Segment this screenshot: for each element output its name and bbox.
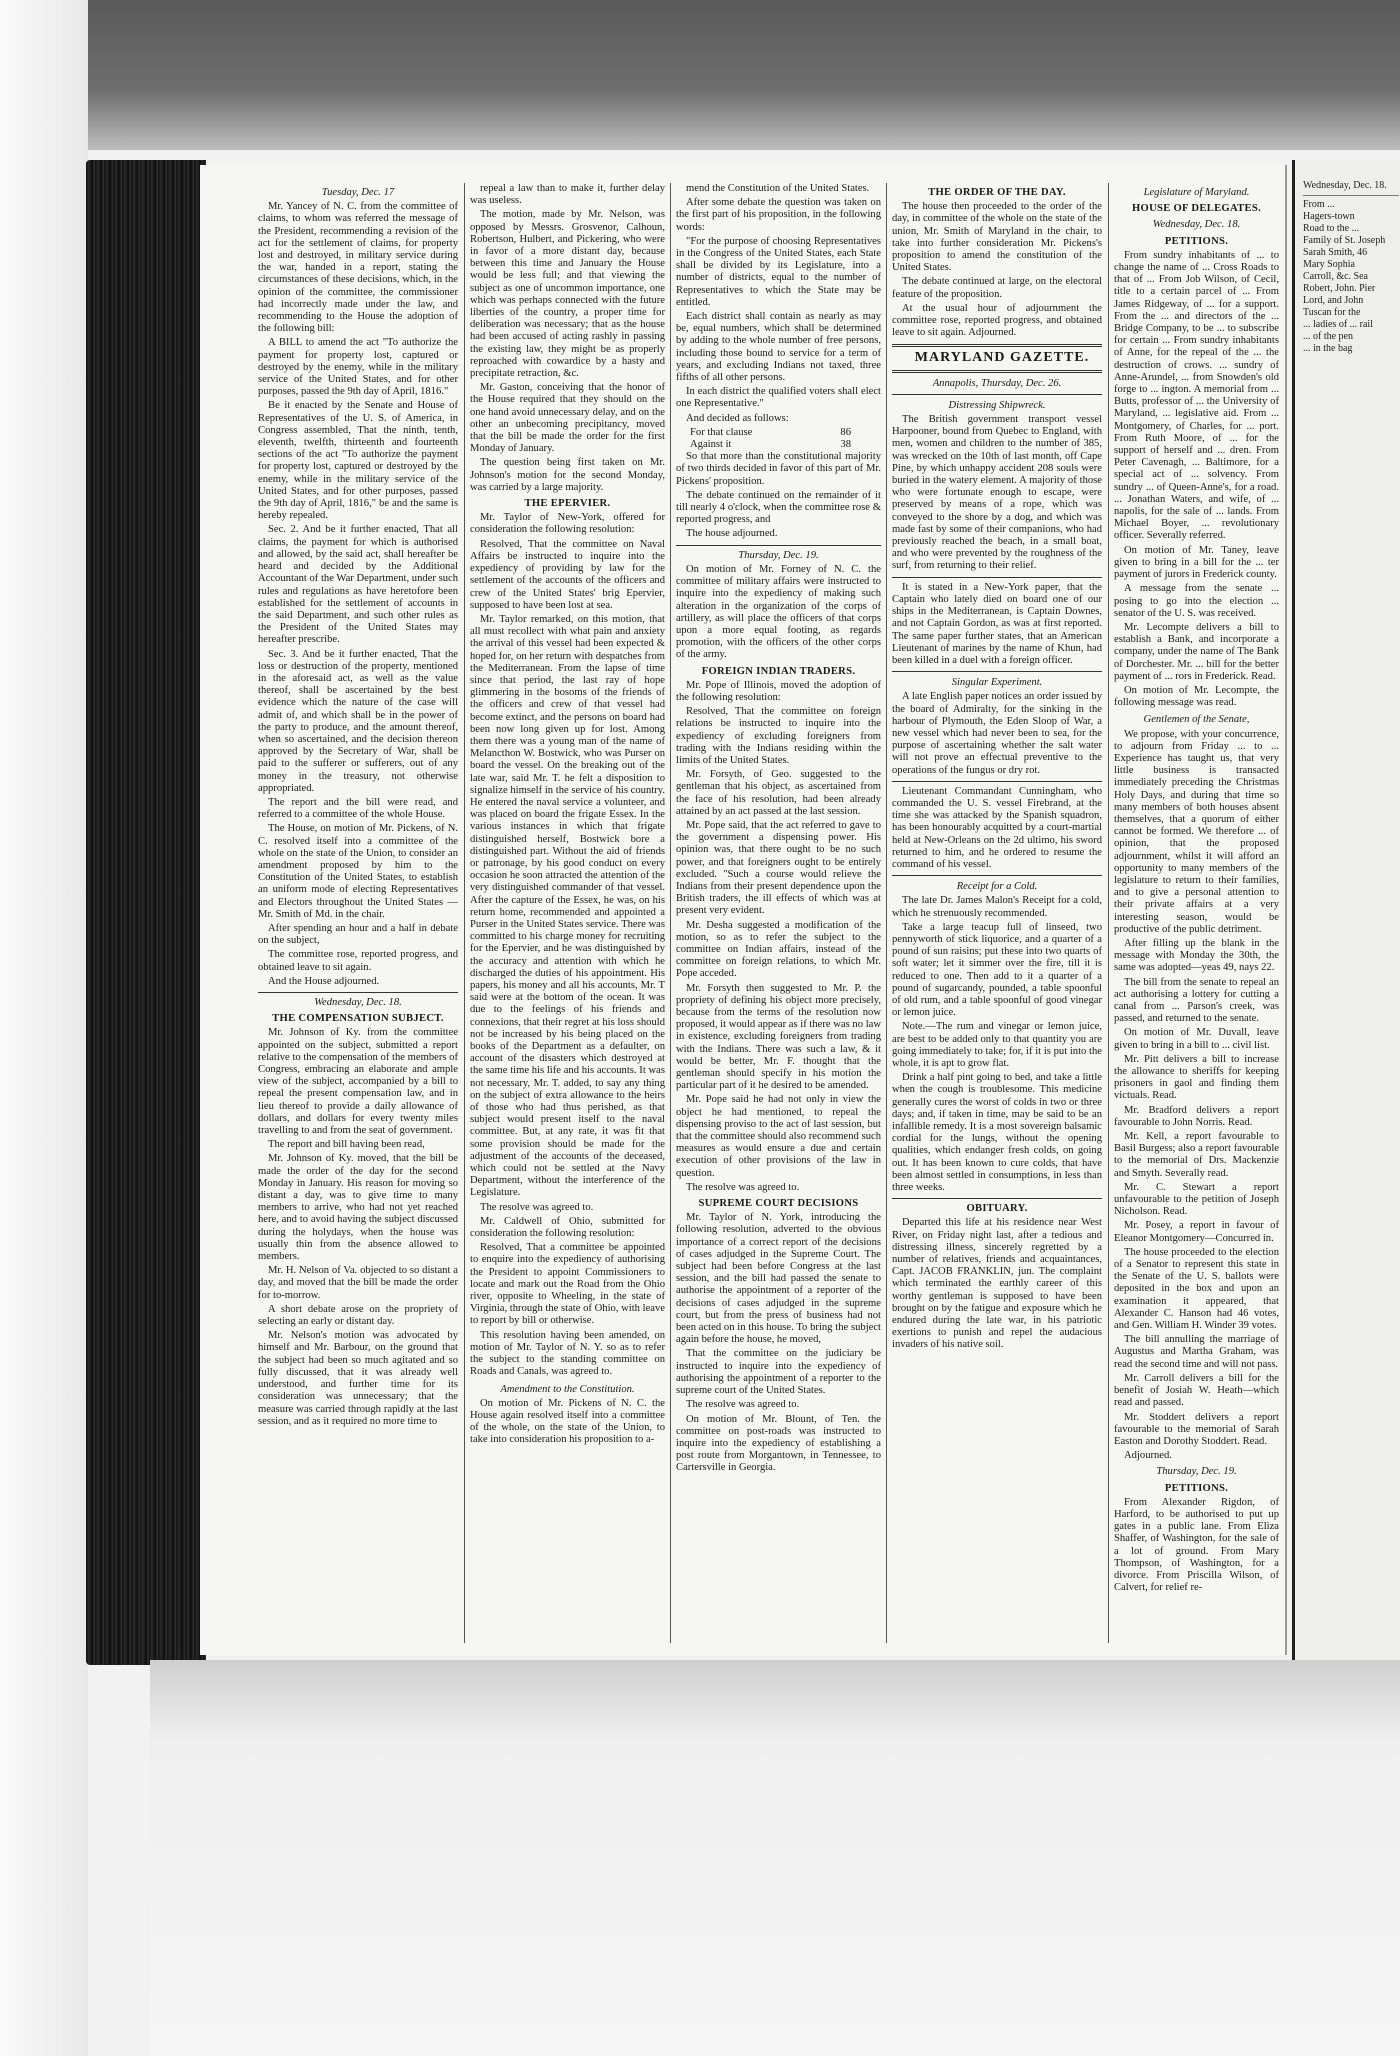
paragraph: Mr. Gaston, conceiving that the honor of the House required that they should on the one hand avoid unnecessary delay, and on the other an unbecoming precipitancy, moved that the bill be made the order for the first Monday of January.	[470, 382, 665, 455]
paragraph: After filling up the blank in the message with Monday the 30th, the same was adopted—yeas 49, nays 22.	[1114, 937, 1279, 974]
dateline: Annapolis, Thursday, Dec. 26.	[932, 377, 1062, 389]
masthead-rule	[892, 344, 1102, 347]
paragraph: Mr. C. Stewart a report unfavourable to the petition of Joseph Nicholson. Read.	[1114, 1181, 1279, 1218]
paragraph: Mr. Desha suggested a modification of the motion, so as to refer the subject to the committee on Indian affairs, instead of the committee on foreign relations, to which Mr. Pope acceded.	[676, 919, 881, 980]
column-4	[892, 183, 1102, 1643]
paragraph: Resolved, That the committee on foreign relations be instructed to inquire into the expediency of excluding foreigners from trading with the Indians residing within the limits of the United States.	[676, 706, 881, 766]
paragraph: Each district shall contain as nearly as may be, equal numbers, which shall be determined by adding to the whole number of free persons, including those bound to service for a term of years, and excluding Indians not taxed, three fifths of all other persons.	[676, 311, 881, 384]
paragraph: Mr. Pope said, that the act referred to gave to the government a dispensing power. His opinion was, that there ought to be no such power, and that foreigners ought to be entirely excluded. "Such a course would relieve the Indians from their present dependence upon the British traders, the ill effects of which was at present very evident.	[676, 819, 881, 917]
paragraph: Mr. Lecompte delivers a bill to establish a Bank, and incorporate a company, under the name of The Bank of Dorchester. Mr. ... bill for the better payment of ... rors in Frederick. Read.	[1114, 621, 1279, 682]
scan-shadow-top	[0, 0, 1400, 150]
next-page-line: Road to the ...	[1303, 223, 1360, 234]
paragraph: The bill annulling the marriage of Augustus and Martha Graham, was read the second time and will not pass.	[1114, 1334, 1279, 1370]
next-page-line: Tuscan for the	[1303, 307, 1361, 318]
section-heading: HOUSE OF DELEGATES.	[1131, 203, 1262, 215]
divider-rule	[1303, 195, 1399, 196]
paragraph: The report and bill having been read,	[268, 1139, 425, 1151]
section-subheading: Gentlemen of the Senate,	[1143, 714, 1250, 726]
column-fade	[676, 1613, 881, 1643]
paragraph: The report and the bill were read, and referred to a committee of the whole House.	[258, 796, 458, 821]
paragraph: The debate continued on the remainder of it till nearly 4 o'clock, when the committee rose & reported progress, and	[676, 489, 881, 526]
section-subheading: PETITIONS.	[1164, 235, 1229, 247]
paragraph: That the committee on the judiciary be instructed to inquire into the expediency of authorising the appointment of a reporter to the supreme court of the United States.	[676, 1348, 881, 1397]
divider-rule	[892, 781, 1102, 782]
next-page-line: Lord, and John	[1303, 295, 1364, 306]
next-page-edge	[1292, 160, 1400, 1660]
section-subheading: Distressing Shipwreck.	[948, 399, 1046, 411]
section-subheading: Receipt for a Cold.	[956, 881, 1038, 893]
paragraph: Mr. Forsyth then suggested to Mr. P. the propriety of defining his object more precisely, because from the terms of the resolution now proposed, it would appear as if there was no law in existence, excluding foreigners from trading with the Indians. There was such a law, & it would be better, Mr. F. thought that the gentleman should specify in his motion the particular part of it he desired to be amended.	[676, 982, 881, 1092]
paragraph: A short debate arose on the propriety of selecting an early or distant day.	[258, 1303, 458, 1328]
next-page-line: From ...	[1303, 199, 1335, 210]
paragraph: Mr. Caldwell of Ohio, submitted for consideration the following resolution:	[470, 1215, 665, 1240]
paragraph: Mr. H. Nelson of Va. objected to so distant a day, and moved that the bill be made the order for to-morrow.	[258, 1265, 458, 1301]
paragraph: On motion of Mr. Taney, leave given to bring in a bill for the ... ter payment of jurors in Frederick county.	[1114, 544, 1279, 581]
paragraph: On motion of Mr. Lecompte, the following message was read.	[1114, 684, 1279, 709]
paragraph: The house adjourned.	[686, 528, 778, 540]
section-subheading: PETITIONS.	[1164, 1482, 1229, 1494]
section-heading: OBITUARY.	[966, 1203, 1028, 1215]
next-page-line: ... of the pen	[1303, 331, 1353, 342]
book-binding	[86, 160, 206, 1665]
running-head: Tuesday, Dec. 17	[321, 187, 395, 198]
paragraph: Sec. 2. And be it further enacted, That all claims, the payment for which is authorised and allowed, by the said act, shall hereafter be heard and decided by the Additional Accountant of the War Department, under such rules and regulations as have heretofore been established for the settlement of accounts in the said Department, and such other rules as the President of the United States may hereafter prescribe.	[258, 524, 458, 646]
paragraph: We propose, with your concurrence, to adjourn from Friday ... to ... Experience has taught us, that very little business is transacted immediately preceding the Christmas Holy Days, and during that time so many members of both houses absent themselves, that a quorum of either cannot be formed. We therefore ... of opinion, that the proposed adjournment, whilst it will afford an opportunity to many members of the legislature to return to their families, and to give a personal attention to their private affairs at a very interesting season, would be productive of the public detriment.	[1114, 728, 1279, 935]
column-fade	[258, 1613, 458, 1643]
paragraph: On motion of Mr. Duvall, leave given to bring in a bill to ... civil list.	[1114, 1027, 1279, 1051]
vote-row-for	[676, 427, 881, 439]
divider-rule	[892, 394, 1102, 395]
paragraph: Mr. Taylor of New-York, offered for consideration the following resolution:	[470, 512, 665, 536]
paragraph: Mr. Forsyth, of Geo. suggested to the gentleman that his object, as ascertained from the face of his resolution, had been already attained by an act passed at the last session.	[676, 769, 881, 817]
next-page-line: Wednesday, Dec. 18.	[1303, 180, 1387, 191]
paragraph: Drink a half pint going to bed, and take a little when the cough is troublesome. This medicine generally cures the worst of colds in two or three days; and, if taken in time, may be said to be an infallible remedy. It is a most sovereign balsamic cordial for the lungs, without the opening qualities, which endanger fresh colds, on going out. It has been known to cure colds, that have been almost settled in consumptions, in less than three weeks.	[892, 1072, 1102, 1194]
paragraph: The late Dr. James Malon's Receipt for a cold, which he strenuously recommended.	[892, 895, 1102, 919]
vote-label: For that clause	[690, 426, 753, 438]
masthead: MARYLAND GAZETTE.	[914, 350, 1090, 366]
paragraph: The British government transport vessel Harpooner, bound from Quebec to England, with men, women and children to the number of 385, was wrecked on the 10th of last month, off Cape Pine, by which unhappy accident 208 souls were buried in the watery element. A majority of those who were fortunate enough to escape, were preserved by means of a rope, which was conveyed to the shore by a dog, and which was made fast by some of their companions, who had previously reached the beach, in a small boat, and who were prevented by the roughness of the surf, from returning to their relief.	[892, 414, 1102, 572]
paragraph: mend the Constitution of the United States.	[686, 183, 870, 194]
divider-rule	[892, 875, 1102, 876]
paragraph: Mr. Kell, a report favourable to Basil Burgess; also a report favourable to the memorial of Drs. Mackenzie and Smyth. Severally read.	[1114, 1131, 1279, 1179]
paragraph: Mr. Posey, a report in favour of Eleanor Montgomery—Concurred in.	[1114, 1220, 1279, 1244]
paragraph: The resolve was agreed to.	[686, 1399, 800, 1411]
paragraph: Mr. Carroll delivers a bill for the benefit of Josiah W. Heath—which read and passed.	[1114, 1372, 1279, 1409]
paragraph: The resolve was agreed to.	[686, 1181, 800, 1193]
paragraph: Note.—The rum and vinegar or lemon juice, are best to be added only to that quantity you are going immediately to take; for, if it is put into the whole, it is apt to grow flat.	[892, 1021, 1102, 1069]
next-page-line: Carroll, &c. Sea	[1303, 271, 1368, 282]
paragraph: A message from the senate ... posing to go into the election ... senator of the U. S. was received.	[1114, 583, 1279, 619]
section-subheading: Amendment to the Constitution.	[500, 1383, 635, 1395]
newspaper-page	[200, 165, 1285, 1655]
paragraph: Sec. 3. And be it further enacted, That the loss or destruction of the property, mentioned in the aforesaid act, as well as the value thereof, shall be ascertained by the best evidence which the nature of the case will admit of, and which shall be in the power of the party to produce, and the amount thereof, when so ascertained, and the decision thereon approved by the Secretary of War, shall be paid to the sufferer or sufferers, out of any money in the treasury, not otherwise appropriated.	[258, 648, 458, 794]
paragraph: This resolution having been amended, on motion of Mr. Taylor of N. Y. so as to refer the subject to the standing committee on Roads and Canals, was agreed to.	[470, 1329, 665, 1378]
paragraph: Departed this life at his residence near West River, on Friday night last, after a tedious and distressing illness, sincerely regretted by a number of relatives, friends and acquaintances, Capt. JACOB FRANKLIN, jun. The complaint which terminated the earthly career of this worthy gentleman is supposed to have been brought on by the fatigue and exposure which he endured during the late war, in his patriotic exertions to punish and repel the audacious invaders of his native soil.	[892, 1217, 1102, 1351]
paragraph: Mr. Stoddert delivers a report favourable to the memorial of Sarah Easton and Dorothy Stoddert. Read.	[1114, 1411, 1279, 1447]
paragraph: The question being first taken on Mr. Johnson's motion for the second Monday, was carried by a large majority.	[470, 457, 665, 493]
divider-rule	[258, 992, 458, 993]
section-heading: THE EPERVIER.	[524, 498, 611, 510]
next-page-line: Family of St. Joseph	[1303, 235, 1386, 246]
paragraph: "For the purpose of choosing Representatives in the Congress of the United States, each State shall be divided by its Legislature, into a number of districts, equal to the number of Representatives to which the State may be entitled.	[676, 235, 881, 308]
next-page-line: Sarah Smith, 46	[1303, 247, 1368, 258]
paragraph: Mr. Yancey of N. C. from the committee of claims, to whom was referred the message of the President, recommending a revision of the act for the settlement of claims, for property lost and destroyed, in military service during the war, handed in a report, stating the circumstances of these decisions, which, in the opinion of the committee, the commissioner had incorrectly made under the law, and recommending to the House the adoption of the following bill:	[258, 201, 458, 335]
column-divider	[886, 183, 887, 1643]
divider-rule	[892, 671, 1102, 672]
scan-margin-left	[0, 0, 88, 2056]
next-page-line: ... in the bag	[1303, 343, 1353, 354]
section-heading: FOREIGN INDIAN TRADERS.	[701, 665, 856, 677]
paragraph: Adjourned.	[1124, 1450, 1172, 1462]
column-fade	[470, 1613, 665, 1643]
section-subheading: Singular Experiment.	[951, 677, 1043, 689]
paragraph: Mr. Taylor of N. York, introducing the following resolution, adverted to the obvious importance of a correct report of the decisions of cases adjudged in the Supreme Court. The subject had been before Congress at the last session, and the bill had passed the senate to authorise the appointment of a reporter of the decisions of cases adjudged in the supreme court, but from the press of business had not been acted on in this house. To bring the subject again before the house, he moved,	[676, 1212, 881, 1346]
paragraph: A late English paper notices an order issued by the board of Admiralty, for the sinking in the harbour of Plymouth, the Eden Sloop of War, a new vessel which had never been to sea, for the purpose of ascertaining whether the salt water will not prove an effectual preventive to the operations of the fungus or dry rot.	[892, 691, 1102, 776]
column-3	[676, 183, 881, 1643]
paragraph: From Alexander Rigdon, of Harford, to be authorised to put up gates in a public lane. From Eliza Shaffer, of Washington, for the sale of a lot of ground. From Mary Thompson, of Washington, for a divorce. From Priscilla Wilson, of Calvert, for relief re-	[1114, 1496, 1279, 1594]
paragraph: Mr. Johnson of Ky. from the committee appointed on the subject, submitted a report relative to the compensation of the members of Congress, embracing an elaborate and ample view of the subject, accompanied by a bill to repeal the present compensation law, and in lieu thereof to provide a daily allowance of dollars, and dollars for every twenty miles travelling to and from the seat of government.	[258, 1027, 458, 1137]
section-date: Thursday, Dec. 19.	[1156, 1466, 1237, 1478]
scan-margin-bottom	[150, 1660, 1400, 2056]
section-heading: THE ORDER OF THE DAY.	[928, 187, 1066, 198]
paragraph: The debate continued at large, on the electoral feature of the proposition.	[892, 276, 1102, 300]
column-divider	[670, 183, 671, 1643]
paragraph: Mr. Pope said he had not only in view the object he had mentioned, to repeal the dispensing proviso to the act of last session, but that the committee should also recommend such measures as would ensure a due and certain execution of other provisions of the law in question.	[676, 1094, 881, 1179]
paragraph: The bill from the senate to repeal an act authorising a lottery for cutting a canal from ... Parson's creek, was passed, and returned to the senate.	[1114, 976, 1279, 1025]
column-5	[1114, 183, 1279, 1643]
paragraph: The resolve was agreed to.	[480, 1201, 594, 1213]
divider-rule	[676, 545, 881, 546]
paragraph: Mr. Bradford delivers a report favourable to John Norris. Read.	[1114, 1104, 1279, 1128]
next-page-line: Hagers-town	[1303, 211, 1355, 222]
paragraph: At the usual hour of adjournment the committee rose, reported progress, and obtained leave to sit again. Adjourned.	[892, 302, 1102, 339]
section-date: Wednesday, Dec. 18.	[1152, 219, 1241, 231]
paragraph: And decided as follows:	[686, 412, 789, 424]
next-page-text	[1303, 180, 1399, 355]
paragraph: A BILL to amend the act "To authorize the payment for property lost, captured or destroyed by the enemy, while in the military service of the United States, and for other purposes, passed the 9th day of April, 1816."	[258, 337, 458, 398]
column-1	[258, 183, 458, 1643]
section-date: Wednesday, Dec. 18.	[314, 997, 402, 1008]
next-page-line: Mary Sophia	[1303, 259, 1355, 270]
column-divider	[464, 183, 465, 1643]
section-heading: SUPREME COURT DECISIONS	[698, 1198, 859, 1210]
vote-label: Against it	[690, 439, 732, 451]
paragraph: On motion of Mr. Pickens of N. C. the House again resolved itself into a committee of the whole, on the state of the Union, to take into consideration his proposition to a-	[470, 1397, 665, 1446]
paragraph: Be it enacted by the Senate and House of Representatives of the U. S. of America, in Congress assembled, That the ninth, tenth, eleventh, twelfth, thirteenth and fourteenth sections of the act "To authorize the payment for property lost, captured or destroyed by the enemy, while in the military service of the United States, and for other purposes, passed the 9th day of April, 1816," be and the same is hereby repealed.	[258, 400, 458, 522]
paragraph: On motion of Mr. Blount, of Ten. the committee on post-roads was instructed to inquire into the expediency of establishing a post route from Morgantown, in Tennessee, to Cartersville in Georgia.	[676, 1413, 881, 1474]
paragraph: The house proceeded to the election of a Senator to represent this state in the Senate of the U. S. ballots were deposited in the box and upon an examination it appeared, that Alexander C. Hanson had 46 votes, and Gen. William H. Winder 39 votes.	[1114, 1246, 1279, 1332]
paragraph: Mr. Nelson's motion was advocated by himself and Mr. Barbour, on the ground that the subject had been so much agitated and so fully discussed, that it was already well understood, and further time for its consideration was unnecessary; that the measure was carried through rapidly at the last session, and as it required no more time to	[258, 1330, 458, 1427]
paragraph: Resolved, That a committee be appointed to enquire into the expediency of authorising the President to appoint Commissioners to locate and mark out the Road from the Ohio river, opposite to Wheeling, in the state of Virginia, through the state of Ohio, with leave to report by bill or otherwise.	[470, 1242, 665, 1327]
vote-count: 38	[840, 439, 851, 451]
paragraph: And the House adjourned.	[268, 975, 380, 987]
paragraph: Mr. Pope of Illinois, moved the adoption of the following resolution:	[676, 679, 881, 703]
vote-count: 86	[840, 426, 851, 438]
column-divider	[1108, 183, 1109, 1643]
paragraph: Take a large teacup full of linseed, two pennyworth of stick liquorice, and a quarter of a pound of sun raisins; put these into two quarts of soft water; let it simmer over the fire, till it is reduced to one. Then add to it a quarter of a pound of sugarcandy, pounded, a table spoonful of old rum, and a table spoonful of good vinegar or lemon juice.	[892, 921, 1102, 1019]
paragraph: repeal a law than to make it, further delay was useless.	[470, 183, 665, 207]
paragraph: On motion of Mr. Forney of N. C. the committee of military affairs were instructed to inquire into the expediency of making such alteration in the organization of the corps of artillery, as will place the officers of that corps upon a more equal footing, as regards promotion, with the officers of the other corps of the army.	[676, 563, 881, 661]
column-2	[470, 183, 665, 1643]
paragraph: The house then proceeded to the order of the day, in committee of the whole on the state of the union, Mr. Smith of Maryland in the chair, to take into further consideration Mr. Pickens's proposition to amend the constitution of the United States.	[892, 201, 1102, 274]
paragraph: The motion, made by Mr. Nelson, was opposed by Messrs. Grosvenor, Calhoun, Robertson, Hulbert, and Pickering, who were in favor of a more distant day, because between this time and January the House would be less full; and that viewing the subject as one of uncommon importance, one which was perhaps connected with the future liberties of the country, a proper time for deliberation was necessary; that as the house had been accused of acting rashly in passing the existing law, they might be as properly reproached with cowardice by a hasty and precipitate retraction, &c.	[470, 209, 665, 380]
column-fade	[892, 1613, 1102, 1643]
paragraph: Mr. Johnson of Ky. moved, that the bill be made the order of the day for the second Monday in January. His reason for moving so distant a day, was to give time to many members to arrive, who had not yet reached here, and to avoid having the subject discussed during the holydays, when the house was usually thin from the absence allowed to members.	[258, 1153, 458, 1263]
section-heading: Legislature of Maryland.	[1143, 187, 1250, 198]
paragraph: After some debate the question was taken on the first part of his proposition, in the following words:	[676, 197, 881, 233]
paragraph: Mr. Pitt delivers a bill to increase the allowance to sheriffs for keeping prisoners in gaol and finding them victuals. Read.	[1114, 1053, 1279, 1102]
section-heading: THE COMPENSATION SUBJECT.	[272, 1013, 444, 1025]
paragraph: Lieutenant Commandant Cunningham, who commanded the U. S. vessel Firebrand, at the time she was attacked by the Spanish squadron, has been honourably acquitted by a court-martial held at New-Orleans on the 2d ultimo, his sword returned to him, and he ordered to resume the command of his vessel.	[892, 785, 1102, 870]
paragraph: The House, on motion of Mr. Pickens, of N. C. resolved itself into a committee of the whole on the state of the Union, to consider an amendment proposed by him to the Constitution of the United States, to establish an uniform mode of electing Representatives and Electors throughout the United States — Mr. Smith of Md. in the chair.	[258, 823, 458, 920]
paragraph: In each district the qualified voters shall elect one Representative."	[676, 386, 881, 410]
column-fade	[1114, 1613, 1279, 1643]
section-date: Thursday, Dec. 19.	[738, 549, 819, 561]
paragraph: Mr. Taylor remarked, on this motion, that all must recollect with what pain and anxiety the arrival of this vessel had been expected & hoped for, on her return with despatches from the Mediterranean. From the lapse of time since that period, the last ray of hope glimmering in the bosoms of the friends of the officers and crew of that vessel had become extinct, and the persons on board had been now long given up for lost. Among them there was a young man of the name of Melancthon W. Bostwick, who was Purser on board the vessel. On the breaking out of the late war, said Mr. T. he felt a disposition to signalize himself in the service of his country. He entered the naval service a volunteer, and was placed on board the frigate Essex. In the various instances in which that frigate distinguished herself, Bostwick bore a distinguished part. Without the aid of friends or patronage, by his good conduct on every occasion he soon attracted the attention of the very distinguished commander of that vessel. After the capture of the Essex, he was, on his return home, recommended and appointed a Purser in the United States service. There was committed to his charge money for recruiting for the Epervier, and he was distinguished by the accuracy and attention with which he discharged the duties of his appointment. His papers, his money and all his accounts, Mr. T said were at the bottom of the ocean. It was due to the feelings of his friends and connexions, that their regret at his loss should not be increased by his being placed on the books of the Department as a defaulter, on account of the disasters which destroyed at the same time his life and his accounts. It was not necessary, Mr. T. added, to say any thing on the subject of extra allowance to the heirs of those who had thus perished, as that subject would present itself to the naval committee. But, at any rate, it was fit that some provision should be made for the adjustment of the accounts of the deceased, which could not be settled at the Navy Department, without the interference of the Legislature.	[470, 613, 665, 1199]
next-page-line: ... ladies of ... rail	[1303, 319, 1373, 330]
paragraph: After spending an hour and a half in debate on the subject,	[258, 922, 458, 947]
next-page-line: Robert, John. Pier	[1303, 283, 1376, 294]
vote-row-against	[676, 439, 881, 451]
paragraph: The committee rose, reported progress, and obtained leave to sit again.	[258, 949, 458, 973]
paragraph: From sundry inhabitants of ... to change the name of ... Cross Roads to that of ... From Job Wilson, of Cecil, title to a certain parcel of ... From James Ridgeway, of ... for a support. From the ... and directors of the ... Bridge Company, to be ... to subscribe for certain ... From sundry inhabitants of Anne, for the repeal of the ... the destruction of crows. ... sundry of Anne-Arundel, ... from Snowden's old forge to ... ington. A memorial from ... Butts, professor of ... the University of Maryland, ... legislative aid. From ... Montgomery, of Charles, for ... port. From Ruth Moore, of ... for the support of herself and ... dren. From Peter Cavenagh, ... Baltimore, for a special act of ... solvency. From sundry ... of Queen-Anne's, for a road. ... Jonathan Waters, and wife, of ... napolis, for the sale of ... lands. From Michael Boyer, ... revolutionary officer. Severally referred.	[1114, 249, 1279, 542]
masthead-rule	[892, 370, 1102, 373]
paragraph: So that more than the constitutional majority of two thirds decided in favor of this part of Mr. Pickens' proposition.	[676, 451, 881, 487]
paragraph: Resolved, That the committee on Naval Affairs be instructed to inquire into the expediency of providing by law for the settlement of the accounts of the officers and crew of the United States' brig Epervier, supposed to have been lost at sea.	[470, 538, 665, 611]
divider-rule	[892, 1198, 1102, 1199]
paragraph: It is stated in a New-York paper, that the Captain who lately died on board one of our ships in the Mediterranean, is Captain Downes, and not Captain Gordon, as was at first reported. The same paper further states, that an American Lieutenant of marines by the name of Khun, had been killed in a duel with a foreign officer.	[892, 581, 1102, 666]
divider-rule	[892, 577, 1102, 578]
